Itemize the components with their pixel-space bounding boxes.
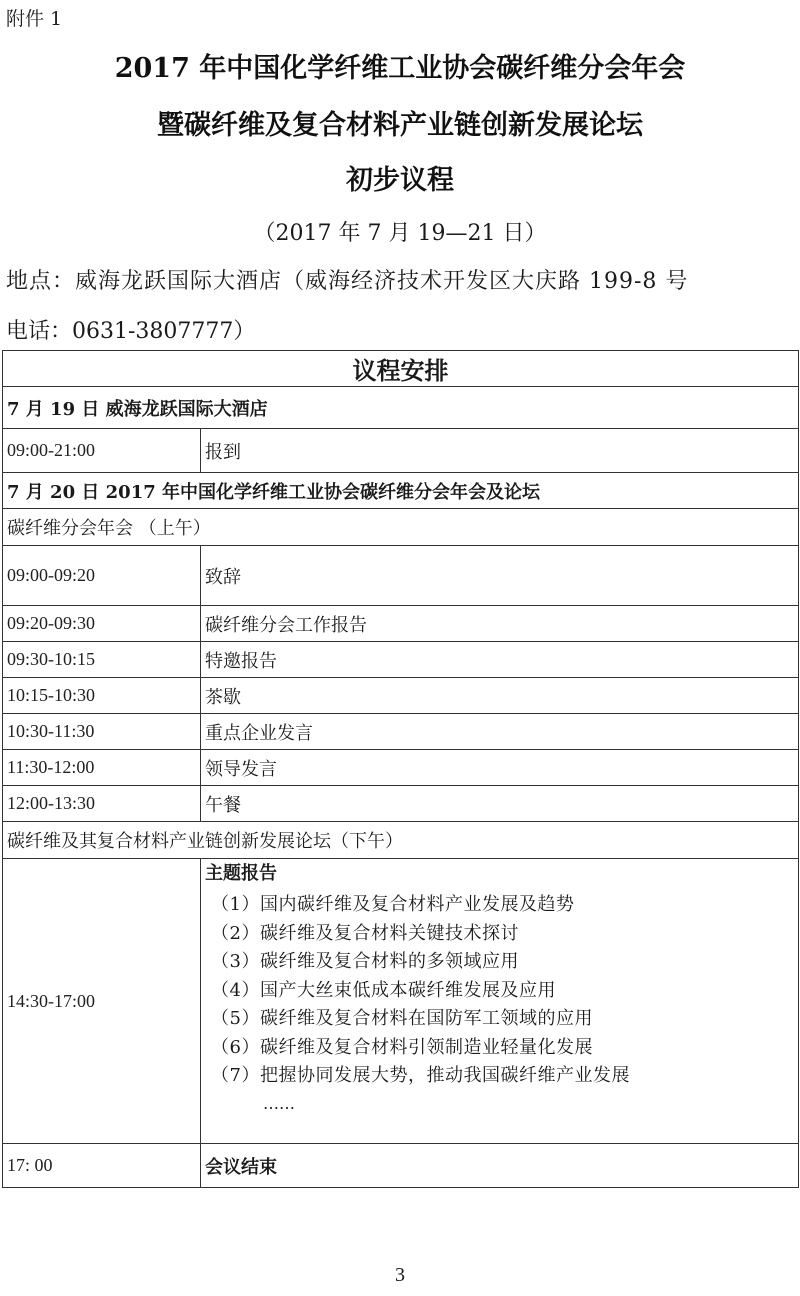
item-cell: 碳纤维分会工作报告 [201, 606, 799, 642]
morning-section-label: 碳纤维分会年会 （上午） [3, 509, 799, 546]
agenda-header: 议程安排 [3, 351, 799, 387]
day2-row [3, 473, 799, 509]
agenda-table [2, 350, 799, 1188]
day1-label: 7 月 19 日 威海龙跃国际大酒店 [3, 387, 799, 429]
keynote-heading: 主题报告 [205, 863, 277, 884]
time-cell: 10:30-11:30 [3, 714, 201, 750]
time-cell: 17: 00 [3, 1144, 201, 1188]
table-row [3, 714, 799, 750]
topic-item: （1）国内碳纤维及复合材料产业发展及趋势 [211, 894, 575, 915]
item-cell: 茶歇 [201, 678, 799, 714]
item-cell: 重点企业发言 [201, 714, 799, 750]
time-cell: 09:30-10:15 [3, 642, 201, 678]
time-cell: 12:00-13:30 [3, 786, 201, 822]
title-line-1: 2017 年中国化学纤维工业协会碳纤维分会年会 [114, 53, 686, 84]
time-cell: 10:15-10:30 [3, 678, 201, 714]
table-row [3, 606, 799, 642]
item-cell: 会议结束 [201, 1144, 799, 1188]
item-cell: 午餐 [201, 786, 799, 822]
table-row [3, 786, 799, 822]
topic-item: （4）国产大丝束低成本碳纤维发展及应用 [211, 979, 556, 1001]
table-row [3, 546, 799, 606]
item-cell: 领导发言 [201, 750, 799, 786]
topic-item: （5）碳纤维及复合材料在国防军工领域的应用 [211, 1008, 593, 1029]
topic-item: （6）碳纤维及复合材料引领制造业轻量化发展 [211, 1036, 593, 1058]
time-cell: 09:00-09:20 [3, 546, 201, 606]
table-row [3, 750, 799, 786]
page-number: 3 [395, 1264, 405, 1286]
title-line-3: 初步议程 [346, 165, 454, 196]
topic-item: （2）碳纤维及复合材料关键技术探讨 [211, 922, 519, 944]
item-cell: 致辞 [201, 546, 799, 606]
item-cell: 特邀报告 [201, 642, 799, 678]
day1-row [3, 387, 799, 429]
agenda-header-row [3, 351, 799, 387]
afternoon-section-row [3, 822, 799, 859]
keynote-session-row [3, 859, 799, 1144]
annex-label: 附件 1 [6, 8, 63, 30]
keynote-topics-cell [201, 859, 799, 1144]
title-line-2: 暨碳纤维及复合材料产业链创新发展论坛 [157, 110, 643, 141]
closing-row [3, 1144, 799, 1188]
table-row [3, 678, 799, 714]
table-row [3, 642, 799, 678]
time-cell: 09:20-09:30 [3, 606, 201, 642]
topic-item: （3）碳纤维及复合材料的多领域应用 [211, 951, 519, 972]
time-cell: 09:00-21:00 [3, 429, 201, 473]
time-cell: 11:30-12:00 [3, 750, 201, 786]
item-cell: 报到 [201, 429, 799, 473]
topic-ellipsis: …… [263, 1093, 295, 1113]
table-row [3, 429, 799, 473]
afternoon-section-label: 碳纤维及其复合材料产业链创新发展论坛（下午） [3, 822, 799, 859]
date-range: （2017 年 7 月 19—21 日） [253, 221, 547, 246]
phone-line: 电话：0631-3807777） [6, 319, 256, 344]
topic-item: （7）把握协同发展大势，推动我国碳纤维产业发展 [211, 1065, 630, 1086]
morning-section-row [3, 509, 799, 546]
day2-label: 7 月 20 日 2017 年中国化学纤维工业协会碳纤维分会年会及论坛 [3, 473, 799, 509]
location-line: 地点：威海龙跃国际大酒店（威海经济技术开发区大庆路 199-8 号 [6, 269, 689, 294]
time-cell: 14:30-17:00 [3, 859, 201, 1144]
